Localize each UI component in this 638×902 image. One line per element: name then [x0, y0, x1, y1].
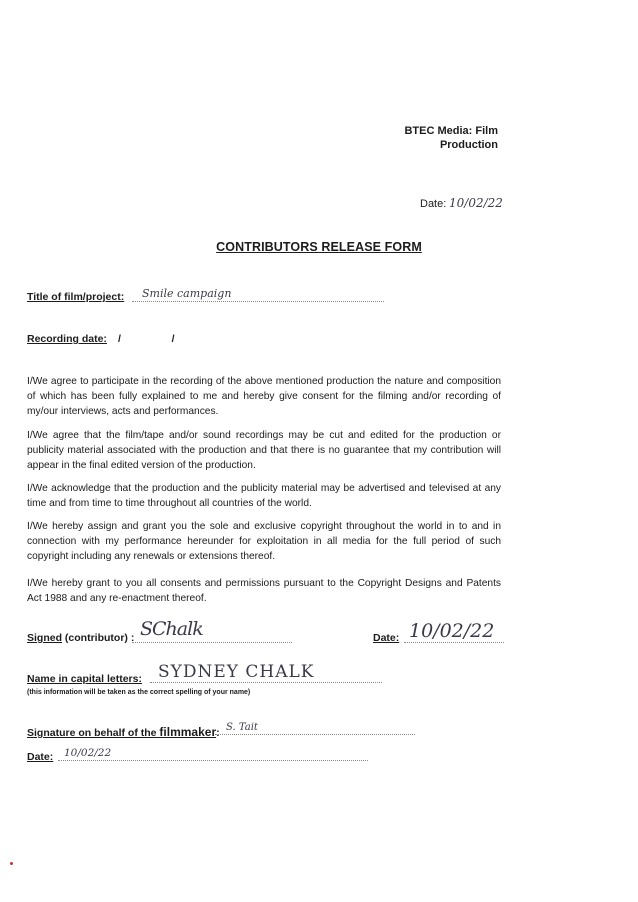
header-date-label: Date: [420, 198, 447, 210]
title-of-film-line[interactable] [132, 301, 384, 302]
name-line[interactable] [150, 682, 382, 683]
organisation-block [380, 124, 498, 152]
recording-date-value[interactable]: / / [118, 333, 175, 345]
recording-date-label: Recording date: [27, 333, 107, 345]
signed-date-value: 10/02/22 [409, 620, 495, 642]
signed-label-word: Signed [27, 632, 63, 644]
signed-date-label: Date: [373, 632, 400, 644]
signed-line[interactable] [132, 642, 292, 643]
signed-date-line[interactable] [404, 642, 504, 643]
name-note: (this information will be taken as the correct spelling of your name) [27, 689, 251, 696]
organisation-line-2: Production [439, 139, 498, 151]
title-of-film-value: Smile campaign [142, 287, 232, 300]
name-value: SYDNEY CHALK [158, 662, 315, 682]
form-title: CONTRIBUTORS RELEASE FORM [216, 240, 422, 254]
bottom-date-line[interactable] [58, 760, 368, 761]
filmmaker-label-part-3: : [216, 727, 220, 739]
agreement-paragraph-1: I/We agree to participate in the recording of the above mentioned production the nature and composition of which has been fully explained to me and hereby give consent for the filming and/or recording of my/our interviews, acts and performances. [27, 376, 501, 418]
name-label: Name in capital letters: [27, 673, 142, 685]
filmmaker-signature-line[interactable] [215, 734, 415, 735]
contributor-signature: SChalk [140, 618, 203, 640]
filmmaker-signature-value: S. Tait [226, 722, 258, 733]
agreement-paragraph-4: I/We hereby assign and grant you the sole and exclusive copyright throughout the world in to and in connection with my performance hereunder for exploitation in all media for the full period of such copyright including any renewals or extensions thereof. [27, 521, 501, 563]
agreement-paragraph-2: I/We agree that the film/tape and/or sound recordings may be cut and edited for the production or publicity material associated with the production and that there is no guarantee that my contribution will appear in the final edited version of the production. [27, 430, 501, 472]
filmmaker-label-part-2: filmmaker [159, 725, 217, 739]
bottom-date-value: 10/02/22 [64, 747, 112, 759]
signed-label [27, 632, 134, 644]
agreement-paragraph-3: I/We acknowledge that the production and the publicity material may be advertised and televised at any time and from time to time throughout all countries of the world. [27, 483, 501, 510]
scan-mark [10, 862, 13, 865]
bottom-date-label: Date: [27, 751, 54, 763]
signed-label-rest: (contributor) : [62, 632, 135, 644]
header-date-value: 10/02/22 [449, 196, 503, 210]
filmmaker-signature-label [27, 725, 220, 739]
agreement-paragraph-5: I/We hereby grant to you all consents and permissions pursuant to the Copyright Designs and Patents Act 1988 and any re-enactment thereof. [27, 578, 501, 605]
title-of-film-label: Title of film/project: [27, 291, 125, 303]
filmmaker-label-part-1: Signature on behalf of the [27, 727, 160, 739]
organisation-line-1: BTEC Media: Film [404, 125, 498, 137]
